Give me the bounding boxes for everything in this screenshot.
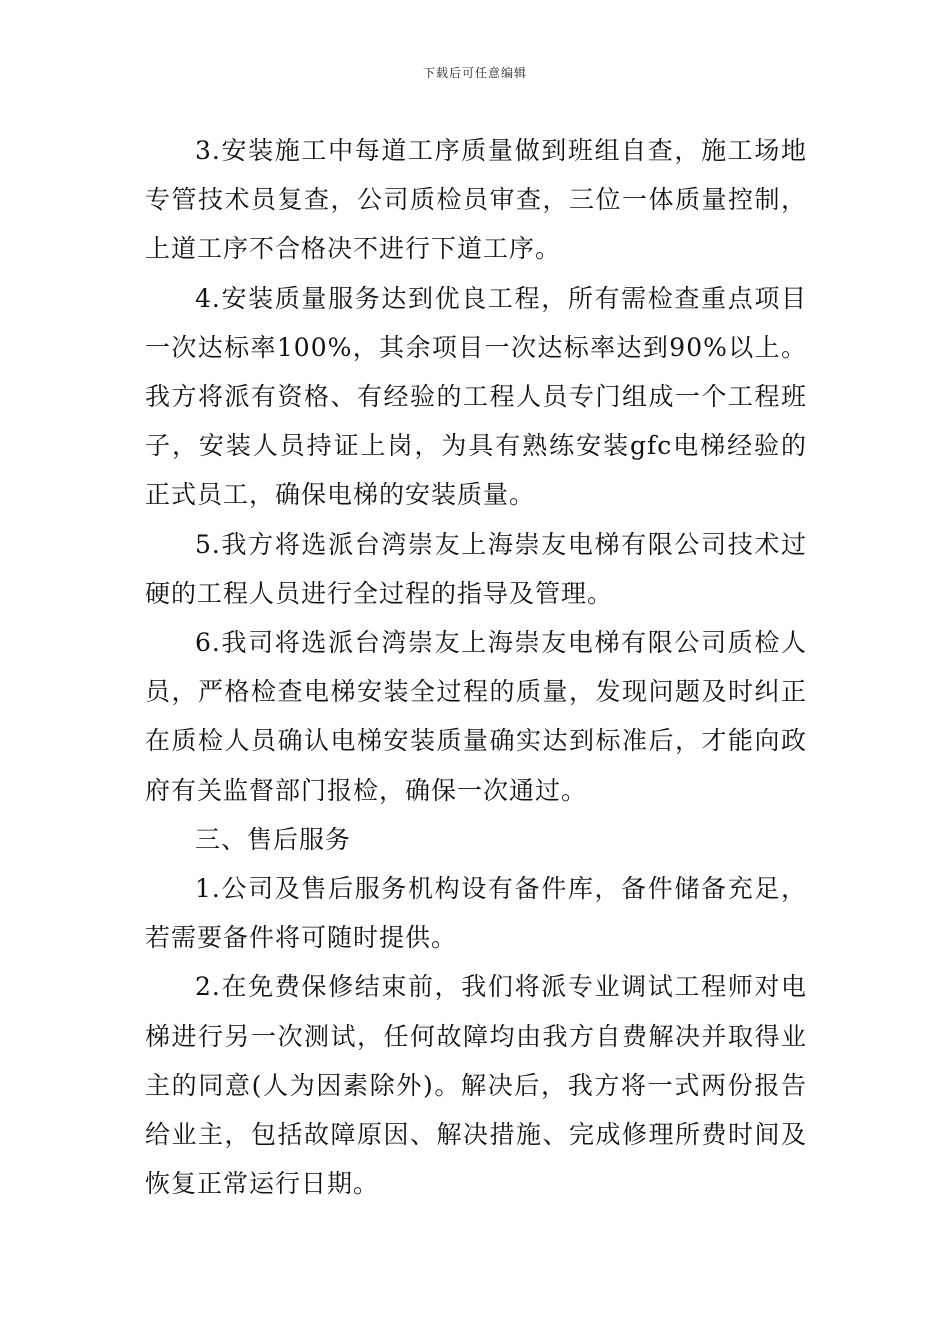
section-heading-after-sales: 三、售后服务 bbox=[195, 824, 352, 854]
document-body bbox=[145, 126, 807, 1208]
paragraph-item-5: 5.我方将选派台湾崇友上海崇友电梯有限公司技术过硬的工程人员进行全过程的指导及管理。 bbox=[145, 529, 807, 608]
paragraph-item-4: 4.安装质量服务达到优良工程，所有需检查重点项目一次达标率100%，其余项目一次达标率达到90%以上。我方将派有资格、有经验的工程人员专门组成一个工程班子，安装人员持证上岗，为具有熟练安装gfc电梯经验的正式员工，确保电梯的安装质量。 bbox=[145, 283, 807, 510]
paragraph-after-sales-1: 1.公司及售后服务机构设有备件库，备件储备充足，若需要备件将可随时提供。 bbox=[145, 874, 807, 953]
header-note: 下载后可任意编辑 bbox=[422, 66, 527, 80]
paragraph-after-sales-2: 2.在免费保修结束前，我们将派专业调试工程师对电梯进行另一次测试，任何故障均由我方自费解决并取得业主的同意(人为因素除外)。解决后，我方将一式两份报告给业主，包括故障原因、解决措施、完成修理所费时间及恢复正常运行日期。 bbox=[145, 972, 807, 1199]
paragraph-item-6: 6.我司将选派台湾崇友上海崇友电梯有限公司质检人员，严格检查电梯安装全过程的质量，发现问题及时纠正在质检人员确认电梯安装质量确实达到标准后，才能向政府有关监督部门报检，确保一次通过。 bbox=[145, 628, 807, 805]
paragraph-item-3: 3.安装施工中每道工序质量做到班组自查，施工场地专管技术员复查，公司质检员审查，三位一体质量控制，上道工序不合格决不进行下道工序。 bbox=[145, 136, 807, 264]
